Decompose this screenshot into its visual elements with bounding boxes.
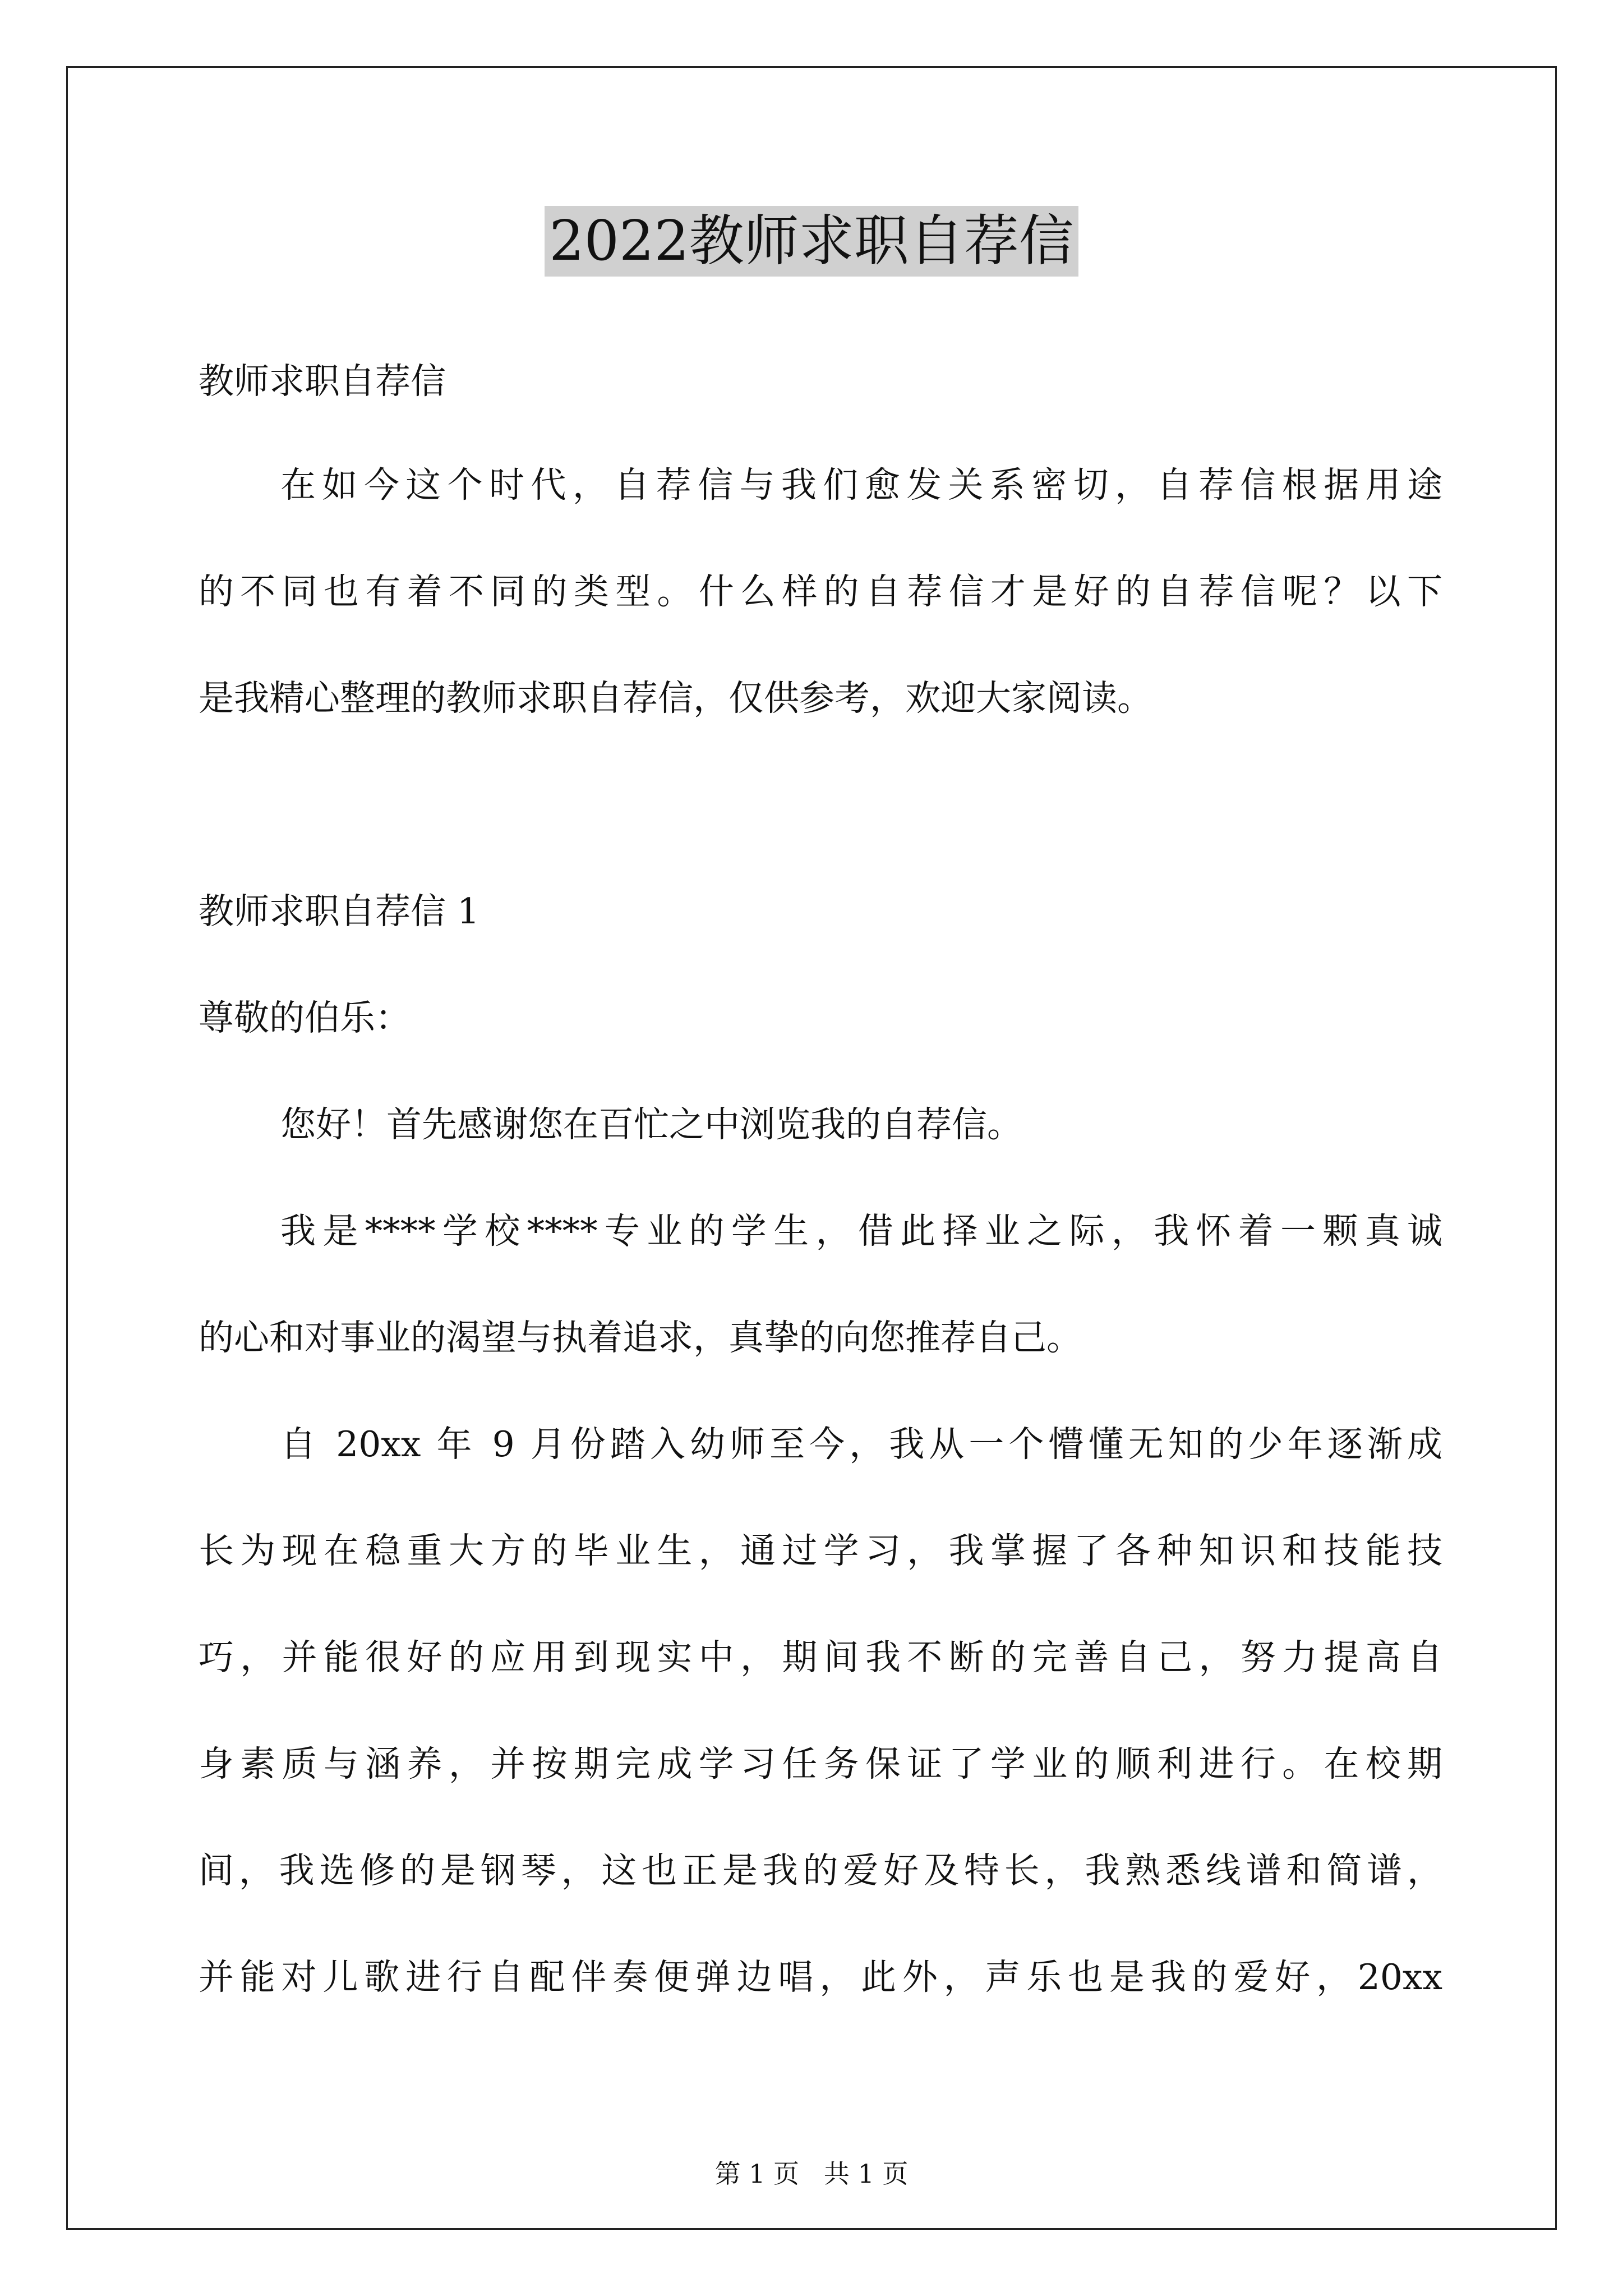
document-title [0,205,1623,278]
subtitle-heading: 教师求职自荐信 [199,361,446,402]
para2-line-1: 自 20xx 年 9 月份踏入幼师至今，我从一个懵懂无知的少年逐渐成 [280,1424,1442,1465]
para2-line-3: 巧，并能很好的应用到现实中，期间我不断的完善自己，努力提高自 [199,1637,1442,1678]
para2-line-2: 长为现在稳重大方的毕业生，通过学习，我掌握了各种知识和技能技 [199,1530,1442,1571]
greeting-line: 您好！首先感谢您在百忙之中浏览我的自荐信。 [280,1104,1022,1145]
page-footer: 第 1 页 共 1 页 [714,2159,909,2189]
intro-line-3: 是我精心整理的教师求职自荐信，仅供参考，欢迎大家阅读。 [199,678,1152,719]
para1-line-2: 的心和对事业的渴望与执着追求，真挚的向您推荐自己。 [199,1317,1082,1358]
para2-line-5: 间，我选修的是钢琴，这也正是我的爱好及特长，我熟悉线谱和简谱， [199,1850,1442,1891]
section-heading: 教师求职自荐信 1 [199,891,480,932]
salutation: 尊敬的伯乐： [199,997,411,1038]
para2-line-4: 身素质与涵养，并按期完成学习任务保证了学业的顺利进行。在校期 [199,1743,1442,1784]
title-highlight: 2022教师求职自荐信 [545,206,1078,277]
intro-line-2: 的不同也有着不同的类型。什么样的自荐信才是好的自荐信呢？以下 [199,571,1442,612]
para1-line-1: 我是****学校****专业的学生，借此择业之际，我怀着一颗真诚 [280,1211,1442,1251]
intro-line-1: 在如今这个时代，自荐信与我们愈发关系密切，自荐信根据用途 [280,464,1442,505]
para2-line-6: 并能对儿歌进行自配伴奏便弹边唱，此外，声乐也是我的爱好，20xx [199,1957,1442,1998]
